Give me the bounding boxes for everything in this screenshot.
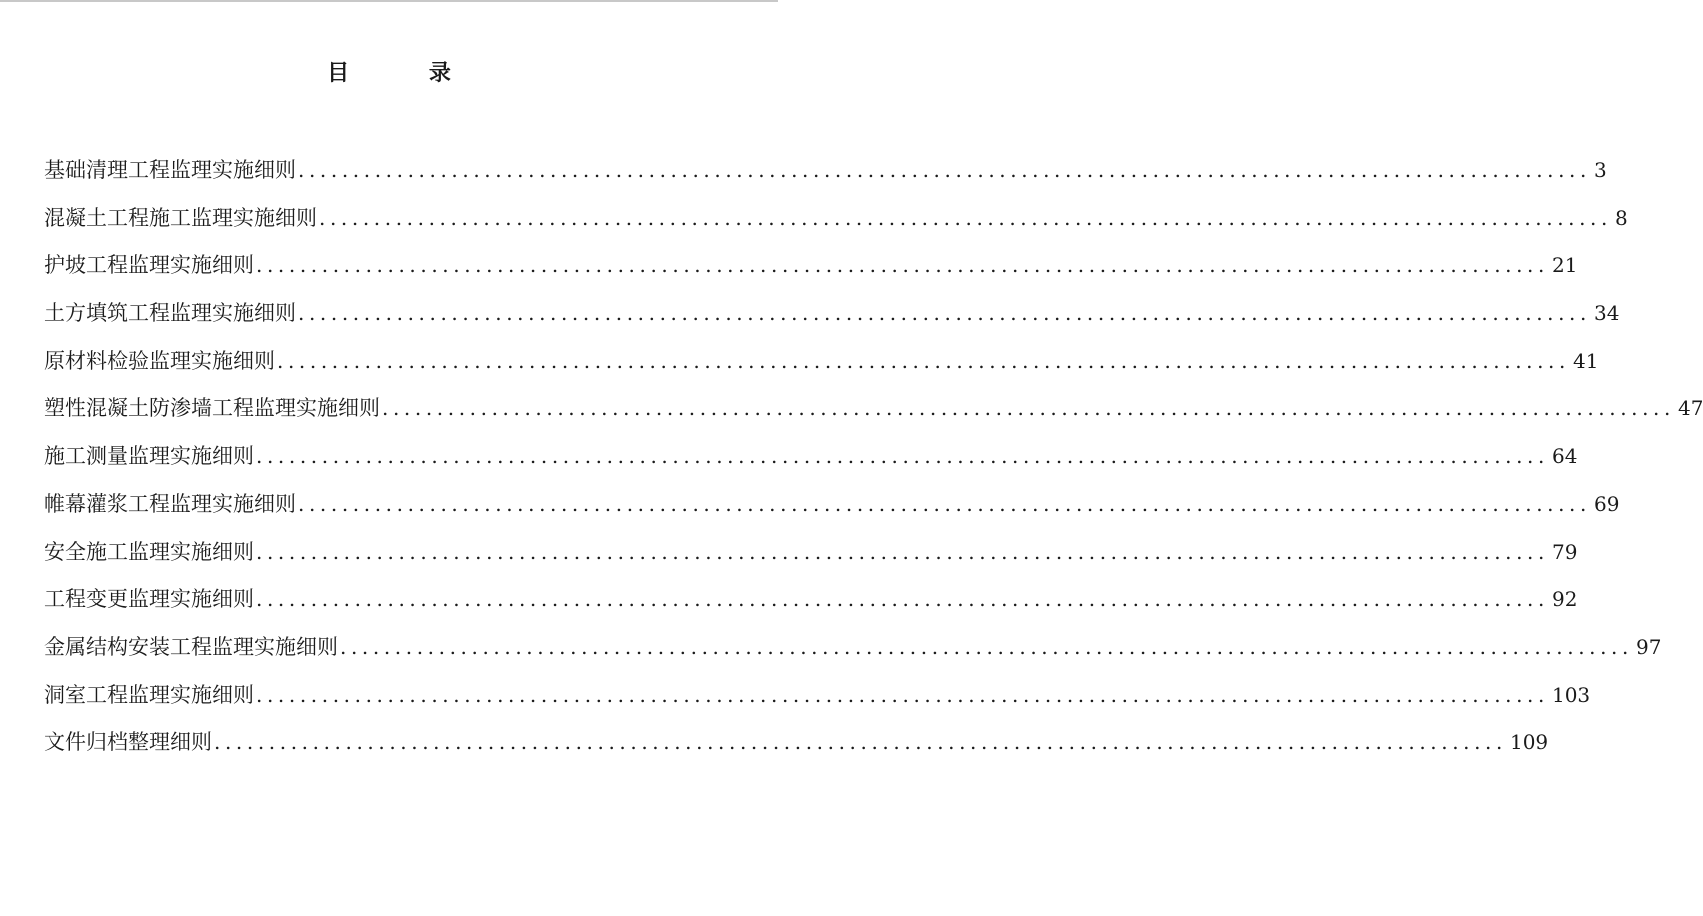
toc-page-number: 47 <box>1677 396 1703 421</box>
dot-leader: ...................................................................................................................... <box>298 301 1591 326</box>
dot-leader: ...................................................................................................................... <box>319 205 1612 230</box>
toc-entry-title: 原材料检验监理实施细则 <box>44 348 275 373</box>
toc-entry-title: 混凝土工程施工监理实施细则 <box>44 205 317 230</box>
toc-entry[interactable] <box>44 724 1549 772</box>
toc-page-number: 109 <box>1509 730 1549 755</box>
toc-entry-title: 帷幕灌浆工程监理实施细则 <box>44 491 296 516</box>
toc-entry[interactable] <box>44 629 1662 677</box>
dot-leader: ...................................................................................................................... <box>256 587 1549 612</box>
toc-entry-title: 基础清理工程监理实施细则 <box>44 158 296 182</box>
dot-leader: ...................................................................................................................... <box>256 253 1549 278</box>
dot-leader: ...................................................................................................................... <box>382 396 1675 421</box>
toc-entry-title: 施工测量监理实施细则 <box>44 444 254 469</box>
dot-leader: ...................................................................................................................... <box>340 634 1633 659</box>
toc-page-number: 34 <box>1593 301 1620 326</box>
toc-entry[interactable] <box>44 438 1578 486</box>
toc-page-number: 97 <box>1635 634 1662 659</box>
toc-entry-title: 洞室工程监理实施细则 <box>44 682 254 707</box>
top-border-line <box>0 0 778 2</box>
toc-entry[interactable] <box>44 343 1599 391</box>
toc-entry-title: 塑性混凝土防渗墙工程监理实施细则 <box>44 396 380 421</box>
toc-heading: 目 录 <box>327 60 487 86</box>
toc-entry[interactable] <box>44 295 1620 343</box>
toc-page-number: 21 <box>1551 253 1578 278</box>
toc-page-number: 41 <box>1572 348 1599 373</box>
toc-entry-title: 护坡工程监理实施细则 <box>44 253 254 278</box>
dot-leader: ...................................................................................................................... <box>298 491 1591 516</box>
toc-entry[interactable] <box>44 247 1578 295</box>
toc-page-number: 92 <box>1551 587 1578 612</box>
toc-page-number: 79 <box>1551 539 1578 564</box>
dot-leader: ...................................................................................................................... <box>256 444 1549 469</box>
toc-page-number: 64 <box>1551 444 1578 469</box>
toc-entry-title: 土方填筑工程监理实施细则 <box>44 301 296 326</box>
dot-leader: ...................................................................................................................... <box>214 730 1507 755</box>
dot-leader: ...................................................................................................................... <box>256 539 1549 564</box>
toc-list <box>44 152 1703 772</box>
toc-entry-title: 金属结构安装工程监理实施细则 <box>44 634 338 659</box>
toc-entry[interactable] <box>44 486 1620 534</box>
toc-page-number: 103 <box>1551 682 1591 707</box>
toc-entry[interactable] <box>44 200 1628 248</box>
toc-entry[interactable] <box>44 390 1703 438</box>
toc-entry[interactable] <box>44 677 1591 725</box>
dot-leader: ...................................................................................................................... <box>256 682 1549 707</box>
toc-entry[interactable] <box>44 152 1607 200</box>
toc-page-number: 69 <box>1593 491 1620 516</box>
dot-leader: ...................................................................................................................... <box>277 348 1570 373</box>
toc-entry[interactable] <box>44 534 1578 582</box>
dot-leader: ...................................................................................................................... <box>298 158 1591 182</box>
toc-entry-title: 工程变更监理实施细则 <box>44 587 254 612</box>
toc-entry-title: 文件归档整理细则 <box>44 730 212 755</box>
toc-page-number: 3 <box>1593 158 1607 182</box>
toc-entry[interactable] <box>44 581 1578 629</box>
toc-entry-title: 安全施工监理实施细则 <box>44 539 254 564</box>
toc-page-number: 8 <box>1614 205 1628 230</box>
